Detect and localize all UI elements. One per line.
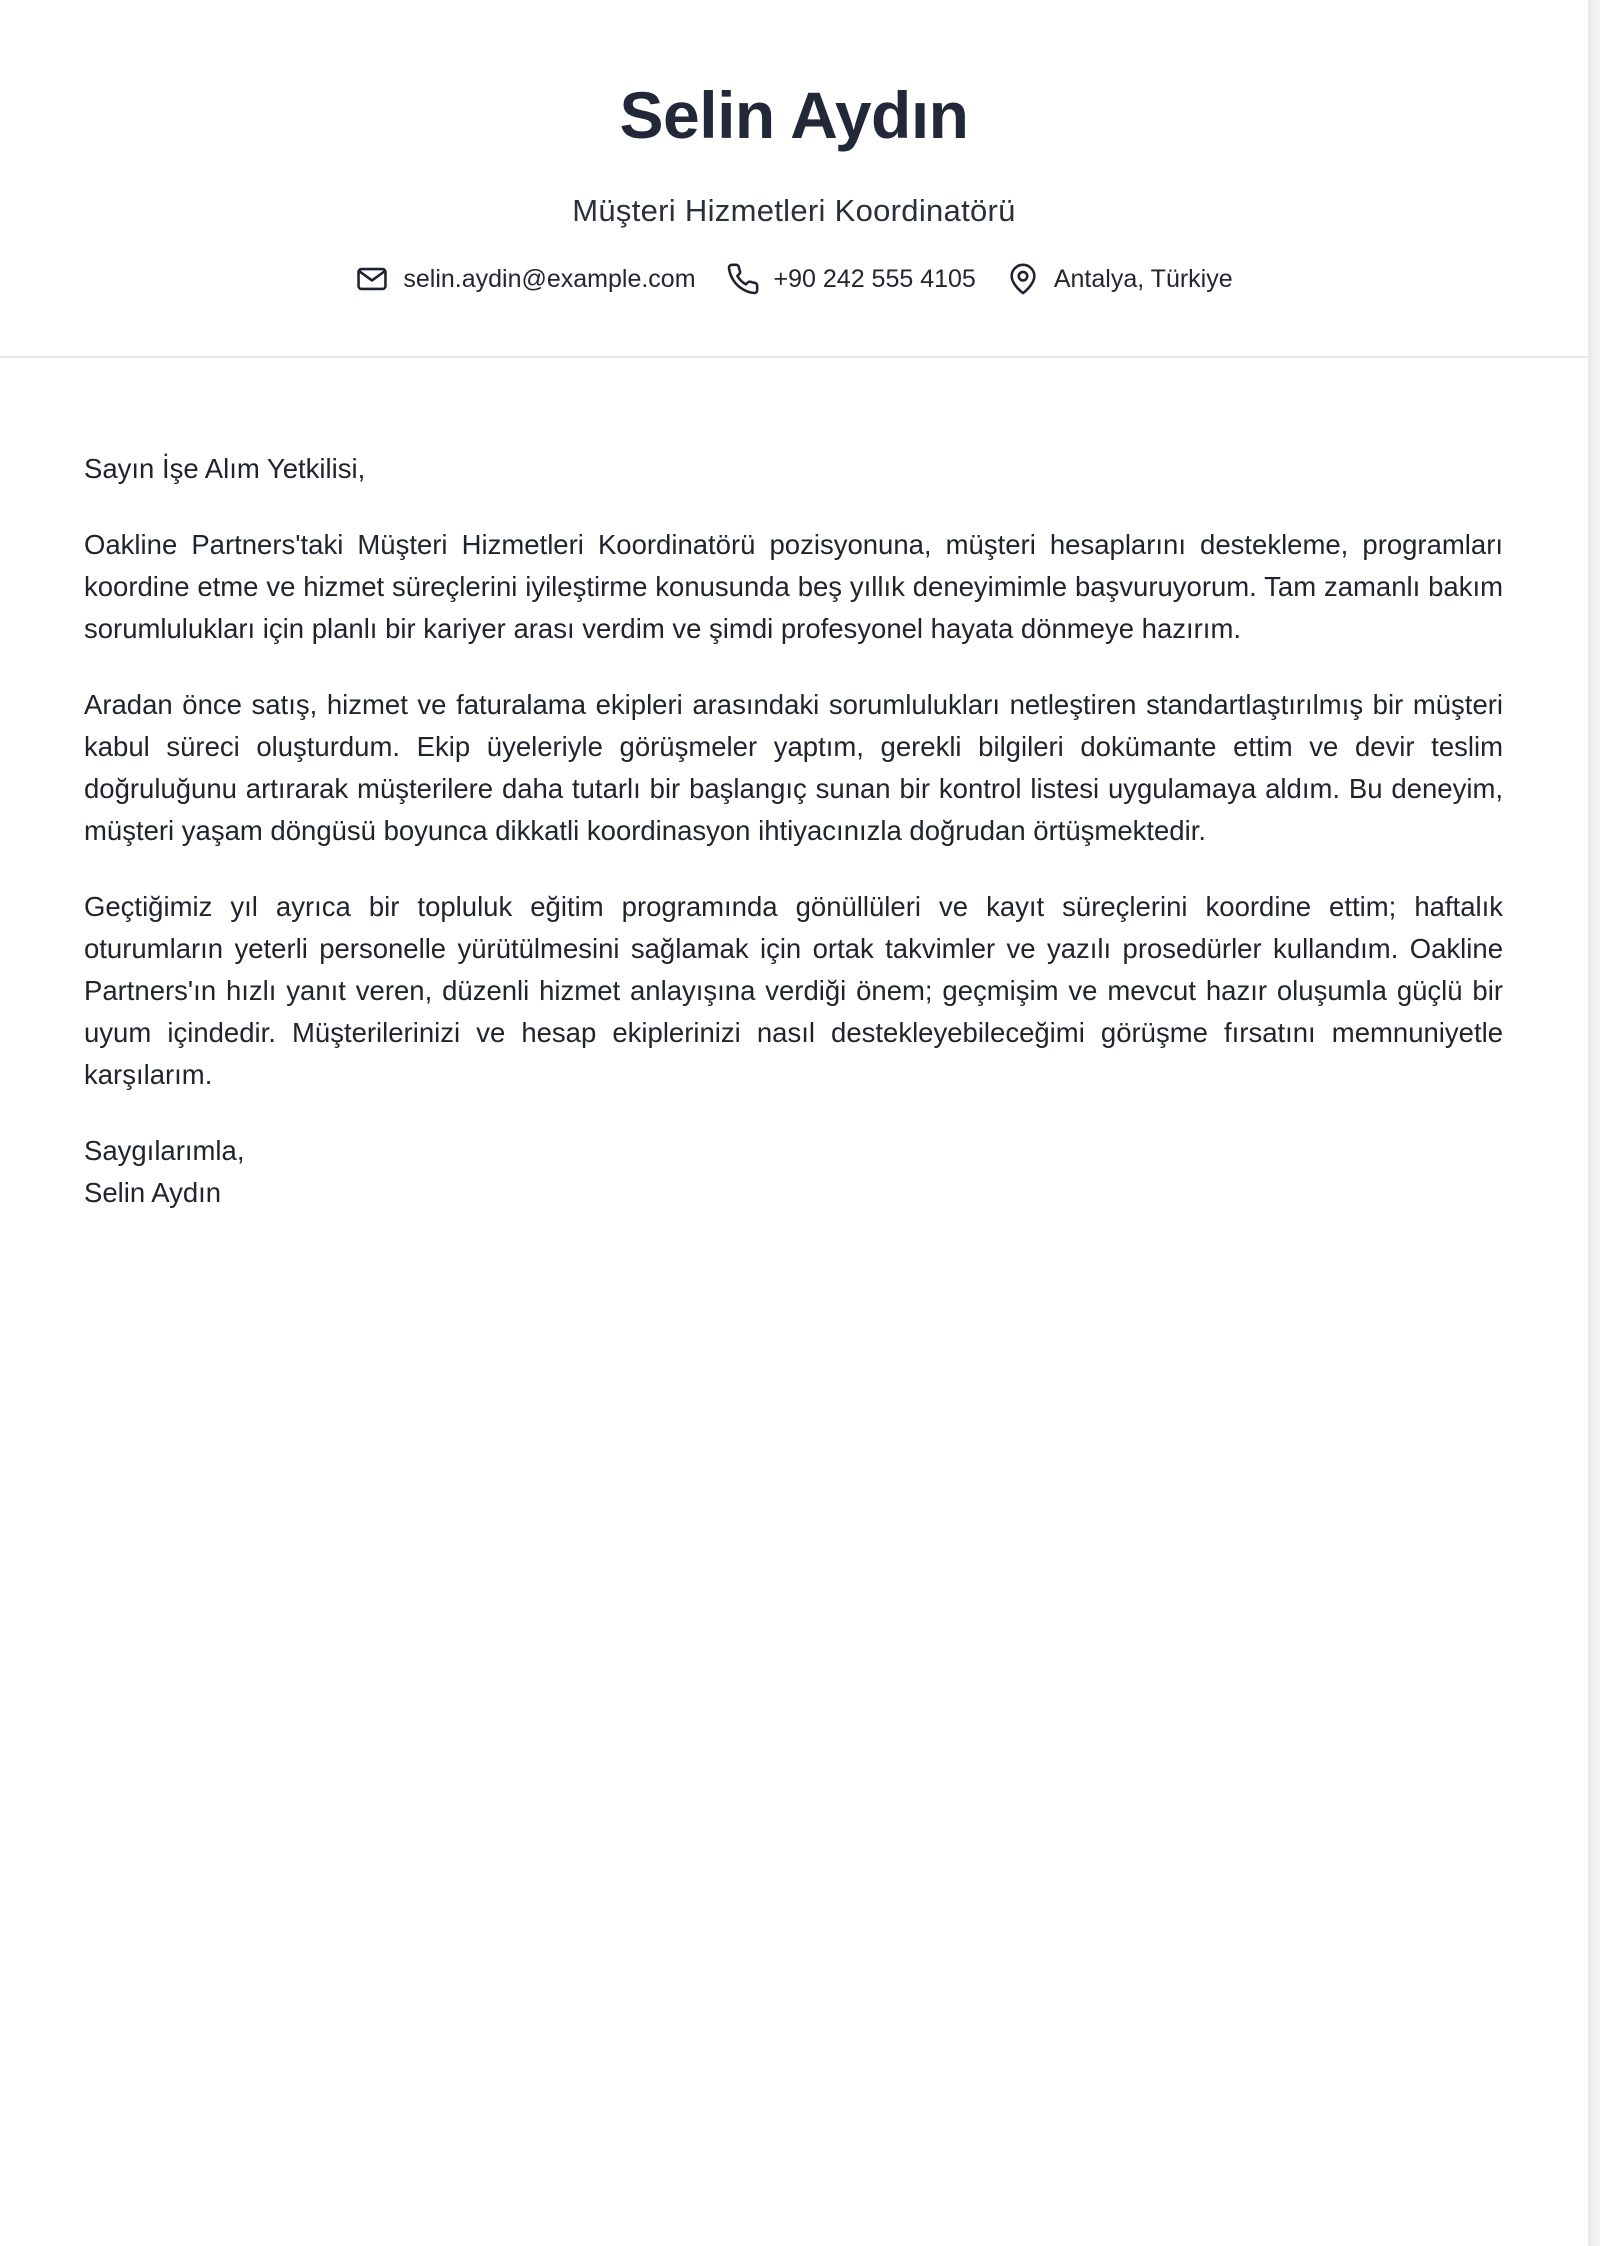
closing-block: [84, 1130, 1503, 1214]
phone-icon: [726, 262, 760, 296]
closing: Saygılarımla,: [84, 1135, 245, 1166]
contact-location: [1006, 262, 1233, 296]
phone-text: +90 242 555 4105: [773, 264, 976, 293]
job-title: Müşteri Hizmetleri Koordinatörü: [572, 193, 1016, 228]
letter-body: [84, 448, 1503, 1248]
location-text: Antalya, Türkiye: [1053, 264, 1233, 293]
body-paragraph-2: Aradan önce satış, hizmet ve faturalama ekipleri arasındaki sorumlulukları netleştiren standartlaştırılmış bir müşteri kabul süreci oluşturdum. Ekip üyeleriyle görüşmeler yaptım, gerekli bilgileri dokümante ettim ve devir teslim doğruluğunu artırarak müşterilere daha tutarlı bir başlangıç sunan bir kontrol listesi uygulamaya aldım. Bu deneyim, müşteri yaşam döngüsü boyunca dikkatli koordinasyon ihtiyacınızla doğrudan örtüşmektedir.: [84, 689, 1503, 846]
email-text: selin.aydin@example.com: [403, 264, 696, 293]
location-pin-icon: [1006, 262, 1040, 296]
applicant-name: Selin Aydın: [619, 78, 969, 152]
contact-info: [0, 262, 1588, 296]
contact-phone[interactable]: [726, 262, 976, 296]
letter-header: [0, 0, 1588, 358]
contact-email[interactable]: [355, 262, 695, 296]
signature: Selin Aydın: [84, 1177, 222, 1208]
page-edge-shadow: [1588, 0, 1600, 2246]
body-paragraph-1: Oakline Partners'taki Müşteri Hizmetleri Koordinatörü pozisyonuna, müşteri hesaplarını destekleme, programları koordine etme ve hizmet süreçlerini iyileştirme konusunda beş yıllık deneyimimle başvuruyorum. Tam zamanlı bakım sorumlulukları için planlı bir kariyer arası verdim ve şimdi profesyonel hayata dönmeye hazırım.: [84, 529, 1503, 644]
salutation: Sayın İşe Alım Yetkilisi,: [84, 453, 366, 484]
mail-icon: [355, 262, 389, 296]
body-paragraph-3: Geçtiğimiz yıl ayrıca bir topluluk eğitim programında gönüllüleri ve kayıt süreçlerini koordine ettim; haftalık oturumların yeterli personelle yürütülmesini sağlamak için ortak takvimler ve yazılı prosedürler kullandım. Oakline Partners'ın hızlı yanıt veren, düzenli hizmet anlayışına verdiği önem; geçmişim ve mevcut hazır oluşumla güçlü bir uyum içindedir. Müşterilerinizi ve hesap ekiplerinizi nasıl destekleyebileceğimi görüşme fırsatını memnuniyetle karşılarım.: [84, 891, 1503, 1090]
